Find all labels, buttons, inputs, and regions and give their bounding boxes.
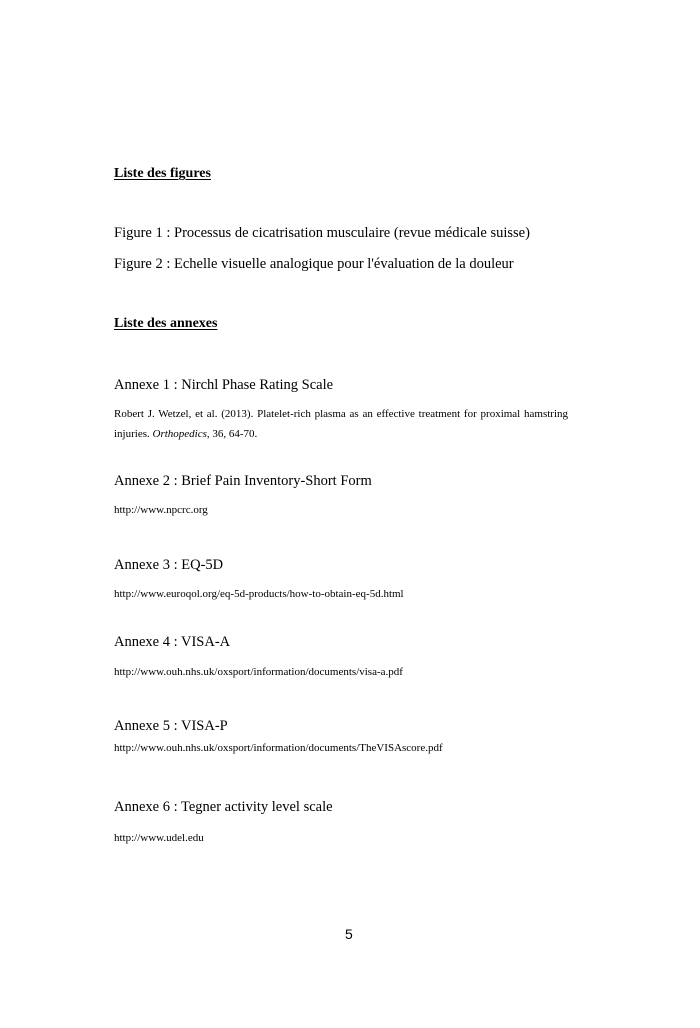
annex-6-link[interactable]: http://www.udel.edu xyxy=(114,832,204,844)
annex-5-link[interactable]: http://www.ouh.nhs.uk/oxsport/information/documents/TheVISAscore.pdf xyxy=(114,742,443,754)
annex-2-title: Annexe 2 : Brief Pain Inventory-Short Form xyxy=(114,473,372,489)
annex-3-title: Annexe 3 : EQ-5D xyxy=(114,557,224,573)
annexes-heading: Liste des annexes xyxy=(114,316,218,331)
page-number: 5 xyxy=(345,926,353,942)
annex-1-ref-tail: , 36, 64-70. xyxy=(206,428,258,440)
annex-1-reference xyxy=(114,404,568,444)
annex-1-ref-text: Robert J. Wetzel, et al. (2013). Platelet-rich plasma as an effective treatment for proximal hamstring injuries. xyxy=(114,408,568,440)
annex-1-ref-journal: Orthopedics xyxy=(152,428,207,440)
annex-4-title: Annexe 4 : VISA-A xyxy=(114,634,231,650)
annex-4-link[interactable]: http://www.ouh.nhs.uk/oxsport/information/documents/visa-a.pdf xyxy=(114,666,403,678)
figures-heading: Liste des figures xyxy=(114,166,211,181)
annex-1-title: Annexe 1 : Nirchl Phase Rating Scale xyxy=(114,377,334,393)
annex-2-link[interactable]: http://www.npcrc.org xyxy=(114,504,208,516)
figure-item-1: Figure 1 : Processus de cicatrisation musculaire (revue médicale suisse) xyxy=(114,225,530,241)
figure-item-2: Figure 2 : Echelle visuelle analogique pour l'évaluation de la douleur xyxy=(114,256,514,272)
annex-3-link[interactable]: http://www.euroqol.org/eq-5d-products/how-to-obtain-eq-5d.html xyxy=(114,588,404,600)
annex-6-title: Annexe 6 : Tegner activity level scale xyxy=(114,799,333,815)
annex-5-title: Annexe 5 : VISA-P xyxy=(114,718,228,734)
